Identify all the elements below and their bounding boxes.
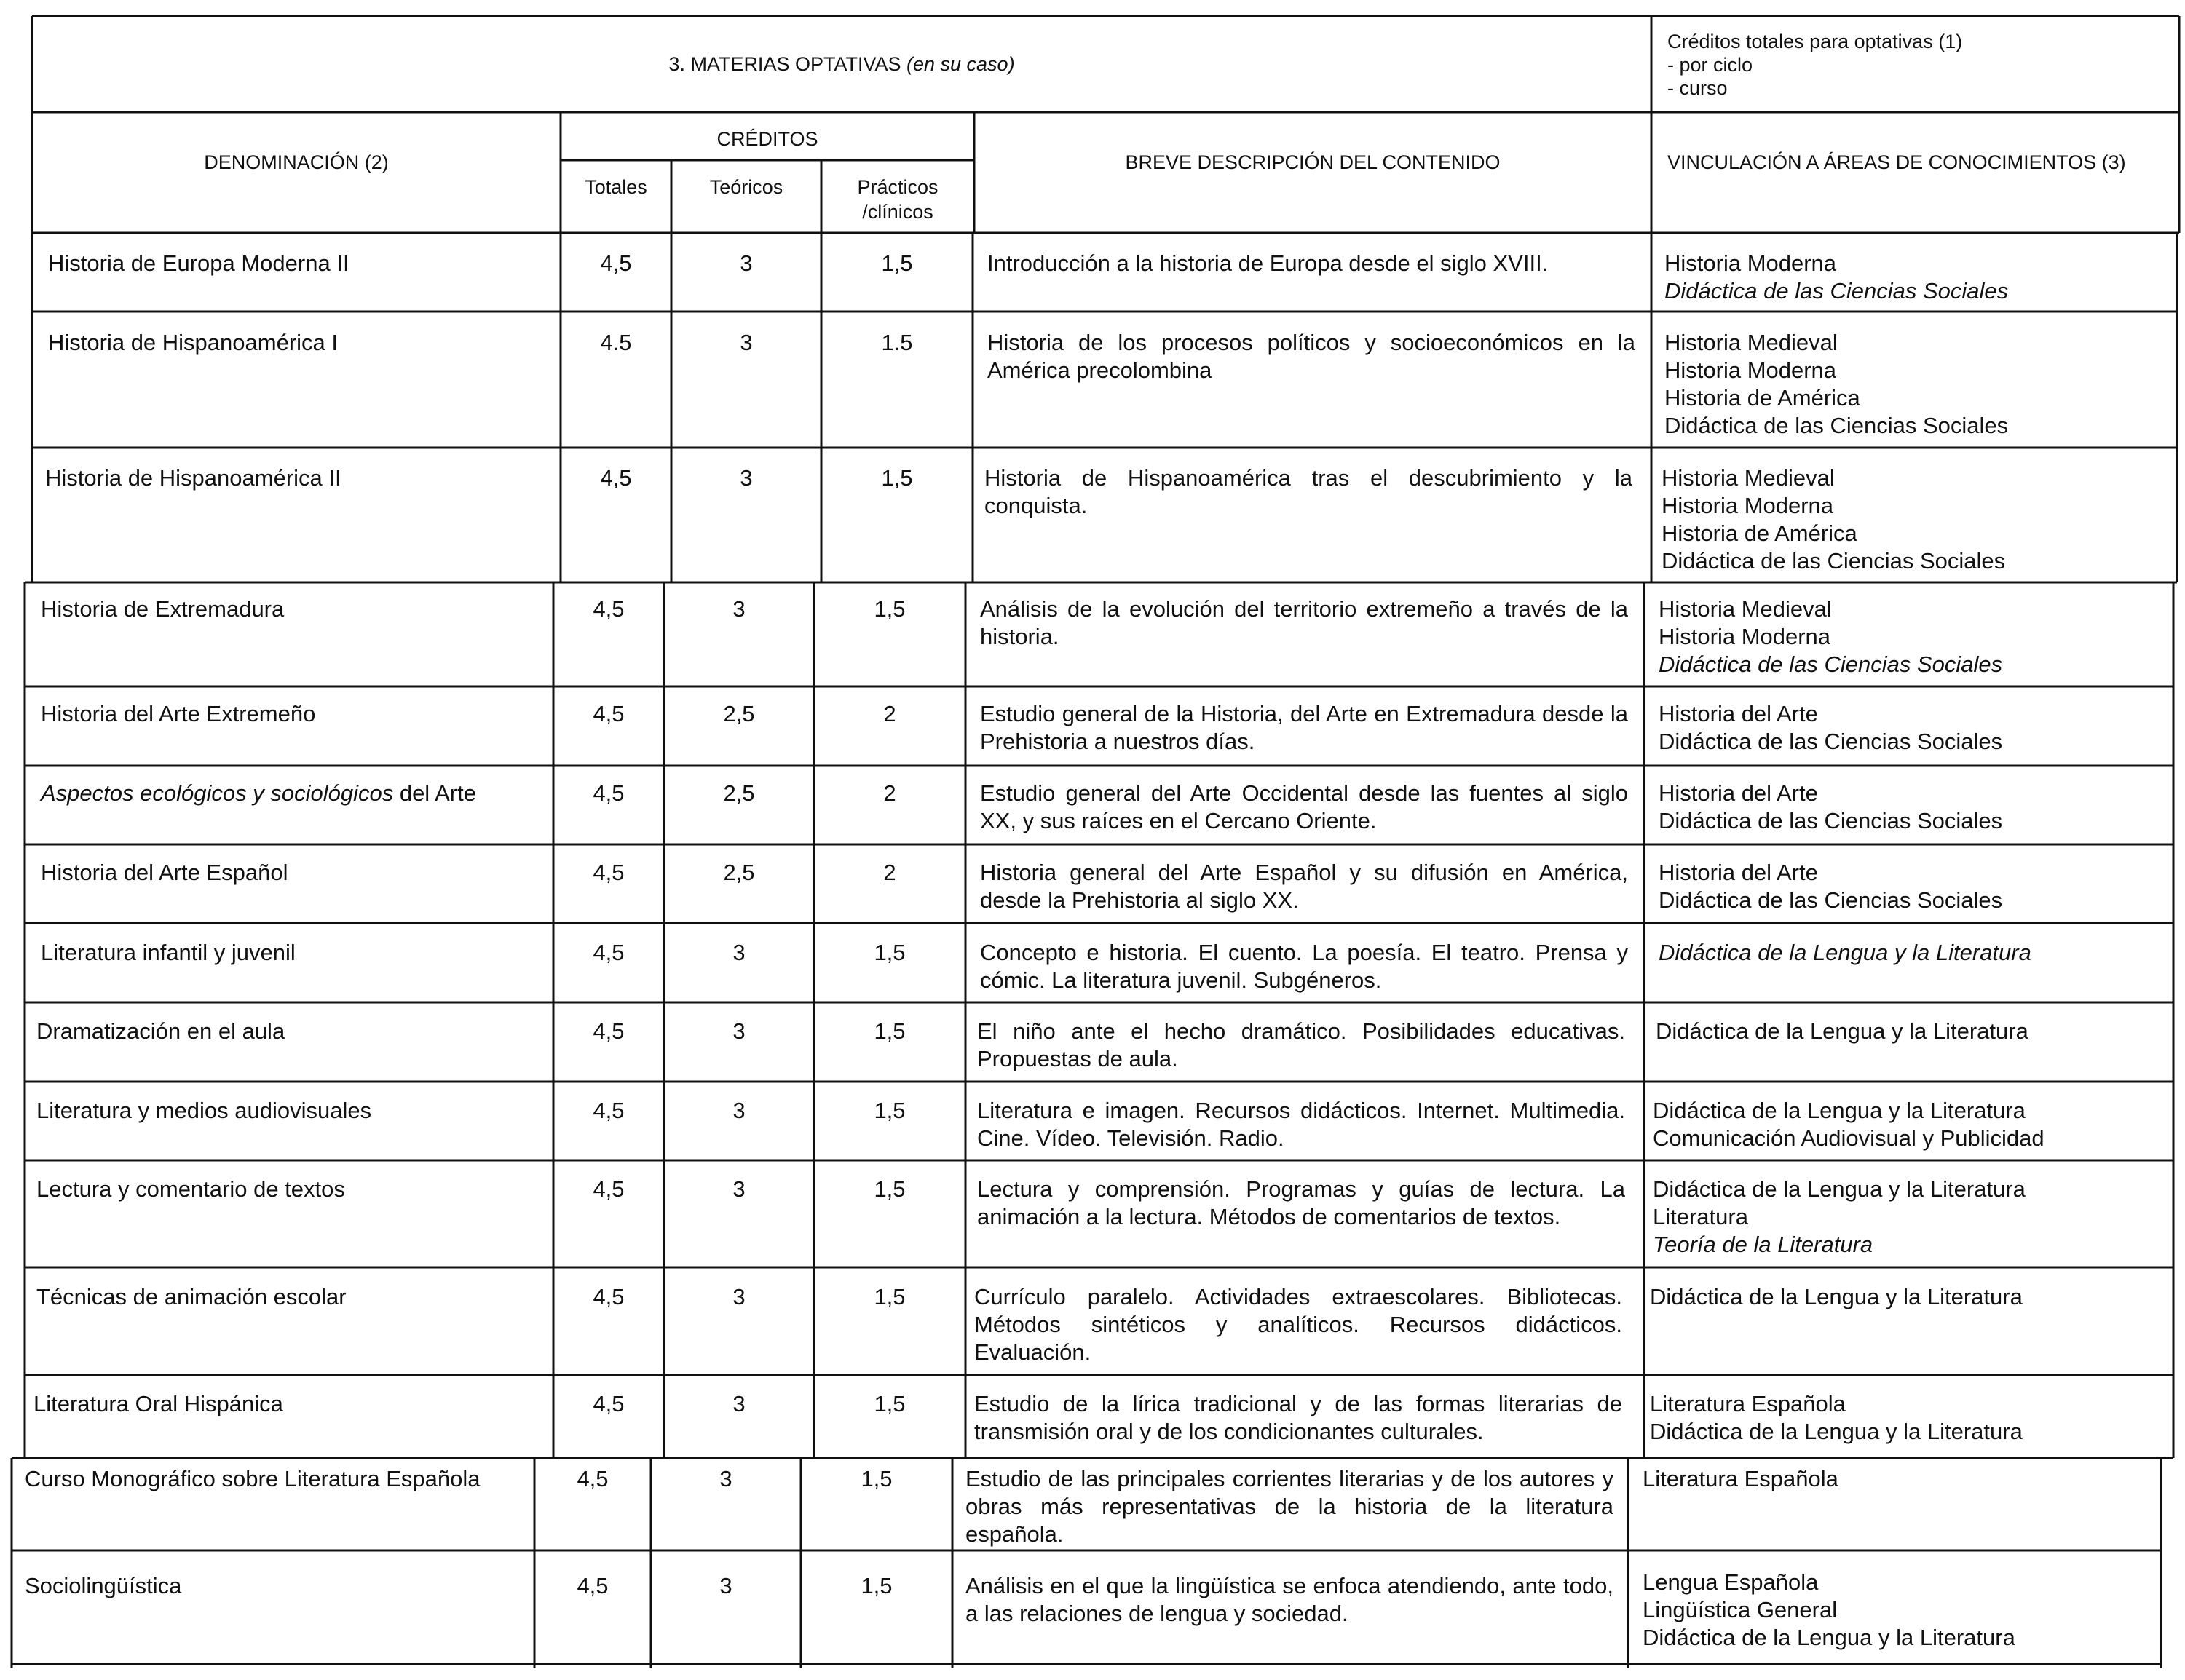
row-practicos: 1,5 — [874, 1284, 906, 1309]
col-header-practicos-line2: /clínicos — [862, 201, 933, 223]
row-teoricos: 3 — [740, 250, 753, 276]
row-descripcion: Literatura e imagen. Recursos didácticos. Internet. Multimedia. Cine. Vídeo. Televisión. Radio. — [977, 1098, 1625, 1151]
row-areas — [1643, 1465, 1838, 1493]
row-practicos: 1,5 — [874, 1391, 906, 1416]
area-item: Historia Moderna — [1664, 250, 1837, 276]
row-totales: 4,5 — [593, 1098, 625, 1123]
row-totales: 4,5 — [593, 940, 625, 965]
row-totales: 4,5 — [593, 1018, 625, 1044]
col-header-denominacion: DENOMINACIÓN (2) — [204, 151, 389, 173]
row-totales: 4,5 — [593, 701, 625, 726]
area-item: Historia Medieval — [1662, 465, 1835, 491]
area-item: Didáctica de las Ciencias Sociales — [1664, 413, 2009, 438]
area-item: Didáctica de las Ciencias Sociales — [1659, 651, 2003, 677]
area-item: Historia Moderna — [1662, 493, 1834, 518]
section-title-italic: (en su caso) — [906, 53, 1015, 75]
row-denominacion: Literatura infantil y juvenil — [41, 940, 296, 965]
col-header-practicos — [821, 175, 974, 224]
row-teoricos: 3 — [719, 1466, 732, 1491]
row-totales: 4,5 — [593, 1391, 625, 1416]
area-item: Didáctica de la Lengua y la Literatura — [1653, 1176, 2026, 1202]
row-areas — [1659, 700, 2002, 756]
row-descripcion: Análisis en el que la lingüística se enfoca atendiendo, ante todo, a las relaciones de lengua y sociedad. — [965, 1573, 1613, 1626]
area-item: Historia Medieval — [1659, 596, 1832, 622]
row-areas — [1656, 1018, 2028, 1045]
area-item: Didáctica de la Lengua y la Literatura — [1650, 1284, 2023, 1309]
row-totales: 4,5 — [600, 465, 632, 491]
row-areas — [1650, 1390, 2023, 1446]
row-areas — [1650, 1283, 2023, 1311]
area-item: Lingüística General — [1643, 1597, 1838, 1622]
section-title-text: 3. MATERIAS OPTATIVAS — [668, 53, 901, 75]
row-practicos: 2 — [883, 701, 896, 726]
row-areas — [1659, 859, 2002, 914]
credits-box — [1667, 29, 1962, 100]
area-item: Historia del Arte — [1659, 701, 1818, 726]
area-item: Didáctica de las Ciencias Sociales — [1662, 548, 2006, 574]
row-denominacion: Historia de Extremadura — [41, 596, 285, 622]
row-teoricos: 3 — [732, 1018, 746, 1044]
row-denominacion-italic: Aspectos ecológicos y sociológicos — [41, 780, 394, 806]
area-item: Comunicación Audiovisual y Publicidad — [1653, 1125, 2044, 1151]
row-areas — [1659, 939, 2031, 967]
row-practicos: 1,5 — [881, 465, 913, 491]
row-teoricos: 3 — [732, 1176, 746, 1202]
row-denominacion: Curso Monográfico sobre Literatura Española — [25, 1466, 481, 1491]
col-header-vinculacion: VINCULACIÓN A ÁREAS DE CONOCIMIENTOS (3) — [1667, 151, 2126, 173]
row-teoricos: 2,5 — [723, 860, 755, 885]
col-header-practicos-line1: Prácticos — [857, 176, 939, 198]
row-descripcion: Historia de los procesos políticos y socioeconómicos en la América precolombina — [987, 330, 1635, 383]
area-item: Literatura Española — [1643, 1466, 1838, 1491]
row-totales: 4,5 — [600, 250, 632, 276]
row-denominacion: Técnicas de animación escolar — [36, 1284, 347, 1309]
credits-title: Créditos totales para optativas (1) — [1667, 31, 1963, 52]
row-denominacion: Historia de Hispanoamérica II — [45, 465, 341, 491]
row-descripcion: Estudio de la lírica tradicional y de las formas literarias de transmisión oral y de los condicionantes culturales. — [974, 1391, 1622, 1444]
row-teoricos: 3 — [732, 1098, 746, 1123]
area-item: Didáctica de la Lengua y la Literatura — [1659, 940, 2031, 965]
row-totales: 4,5 — [593, 1176, 625, 1202]
row-descripcion: Estudio general de la Historia, del Arte en Extremadura desde la Prehistoria a nuestros días. — [980, 701, 1628, 754]
row-teoricos: 2,5 — [723, 780, 755, 806]
row-teoricos: 3 — [732, 1391, 746, 1416]
col-header-totales: Totales — [585, 176, 647, 198]
area-item: Didáctica de la Lengua y la Literatura — [1656, 1018, 2028, 1044]
row-totales: 4,5 — [593, 596, 625, 622]
row-practicos: 1,5 — [874, 596, 906, 622]
area-item: Literatura Española — [1650, 1391, 1846, 1416]
row-totales: 4,5 — [593, 860, 625, 885]
row-descripcion: Estudio general del Arte Occidental desde las fuentes al siglo XX, y sus raíces en el Cercano Oriente. — [980, 780, 1628, 833]
area-item: Didáctica de la Lengua y la Literatura — [1653, 1098, 2026, 1123]
row-areas — [1659, 780, 2002, 835]
row-practicos: 1,5 — [874, 1018, 906, 1044]
row-denominacion: Literatura Oral Hispánica — [33, 1391, 283, 1416]
row-areas — [1653, 1097, 2044, 1152]
row-denominacion: Sociolingüística — [25, 1573, 182, 1598]
row-teoricos: 3 — [732, 940, 746, 965]
row-areas — [1664, 329, 2008, 440]
row-practicos: 2 — [883, 780, 896, 806]
row-practicos: 2 — [883, 860, 896, 885]
row-totales: 4,5 — [577, 1466, 609, 1491]
row-descripcion: Análisis de la evolución del territorio extremeño a través de la historia. — [980, 596, 1628, 649]
row-teoricos: 2,5 — [723, 701, 755, 726]
row-practicos: 1,5 — [874, 940, 906, 965]
row-practicos: 1,5 — [861, 1573, 893, 1598]
row-denominacion: Lectura y comentario de textos — [36, 1176, 345, 1202]
area-item: Historia Medieval — [1664, 330, 1838, 355]
section-title — [32, 52, 1651, 76]
row-areas — [1653, 1176, 2026, 1259]
area-item: Historia Moderna — [1664, 357, 1837, 383]
area-item: Didáctica de las Ciencias Sociales — [1659, 808, 2003, 833]
row-descripcion: Concepto e historia. El cuento. La poesía. El teatro. Prensa y cómic. La literatura juvenil. Subgéneros. — [980, 940, 1628, 993]
area-item: Historia de América — [1664, 385, 1860, 411]
row-totales: 4,5 — [593, 1284, 625, 1309]
row-practicos: 1,5 — [861, 1466, 893, 1491]
row-totales: 4,5 — [577, 1573, 609, 1598]
area-item: Didáctica de las Ciencias Sociales — [1664, 278, 2009, 304]
col-header-teoricos: Teóricos — [709, 176, 783, 198]
row-descripcion: El niño ante el hecho dramático. Posibilidades educativas. Propuestas de aula. — [977, 1018, 1625, 1071]
credits-per-cycle: - por ciclo — [1667, 54, 1753, 76]
area-item: Lengua Española — [1643, 1569, 1819, 1595]
row-practicos: 1,5 — [874, 1176, 906, 1202]
row-practicos: 1.5 — [881, 330, 913, 355]
area-item: Historia Moderna — [1659, 624, 1831, 649]
row-denominacion: Dramatización en el aula — [36, 1018, 285, 1044]
row-descripcion: Estudio de las principales corrientes literarias y de los autores y obras más representativas de la historia de la literatura española. — [965, 1466, 1613, 1547]
row-descripcion: Historia de Hispanoamérica tras el descubrimiento y la conquista. — [984, 465, 1632, 518]
row-descripcion: Currículo paralelo. Actividades extraescolares. Bibliotecas. Métodos sintéticos y analíticos. Recursos didácticos. Evaluación. — [974, 1284, 1622, 1365]
row-denominacion — [41, 780, 476, 807]
row-denominacion: Literatura y medios audiovisuales — [36, 1098, 372, 1123]
row-denominacion-rest: del Arte — [399, 780, 476, 806]
area-item: Teoría de la Literatura — [1653, 1232, 1873, 1257]
area-item: Historia del Arte — [1659, 860, 1818, 885]
row-areas — [1659, 595, 2002, 678]
row-practicos: 1,5 — [874, 1098, 906, 1123]
area-item: Historia de América — [1662, 520, 1857, 546]
row-areas — [1664, 250, 2008, 305]
row-descripcion: Historia general del Arte Español y su difusión en América, desde la Prehistoria al siglo XX. — [980, 860, 1628, 913]
row-areas — [1643, 1569, 2015, 1652]
row-teoricos: 3 — [719, 1573, 732, 1598]
row-practicos: 1,5 — [881, 250, 913, 276]
area-item: Didáctica de la Lengua y la Literatura — [1643, 1625, 2015, 1650]
row-teoricos: 3 — [740, 465, 753, 491]
credits-per-course: - curso — [1667, 77, 1728, 99]
row-areas — [1662, 464, 2005, 575]
row-denominacion: Historia de Europa Moderna II — [48, 250, 349, 276]
row-teoricos: 3 — [732, 1284, 746, 1309]
row-descripcion: Lectura y comprensión. Programas y guías de lectura. La animación a la lectura. Métodos de comentarios de textos. — [977, 1176, 1625, 1229]
row-descripcion: Introducción a la historia de Europa desde el siglo XVIII. — [987, 250, 1549, 276]
row-totales: 4,5 — [593, 780, 625, 806]
area-item: Didáctica de las Ciencias Sociales — [1659, 729, 2003, 754]
row-teoricos: 3 — [732, 596, 746, 622]
col-header-creditos: CRÉDITOS — [716, 128, 818, 150]
area-item: Didáctica de las Ciencias Sociales — [1659, 887, 2003, 913]
row-denominacion: Historia del Arte Español — [41, 860, 288, 885]
row-denominacion: Historia del Arte Extremeño — [41, 701, 316, 726]
col-header-descripcion: BREVE DESCRIPCIÓN DEL CONTENIDO — [1125, 151, 1501, 173]
row-teoricos: 3 — [740, 330, 753, 355]
area-item: Historia del Arte — [1659, 780, 1818, 806]
area-item: Literatura — [1653, 1204, 1748, 1229]
row-denominacion: Historia de Hispanoamérica I — [48, 330, 339, 355]
area-item: Didáctica de la Lengua y la Literatura — [1650, 1419, 2023, 1444]
row-totales: 4.5 — [600, 330, 632, 355]
